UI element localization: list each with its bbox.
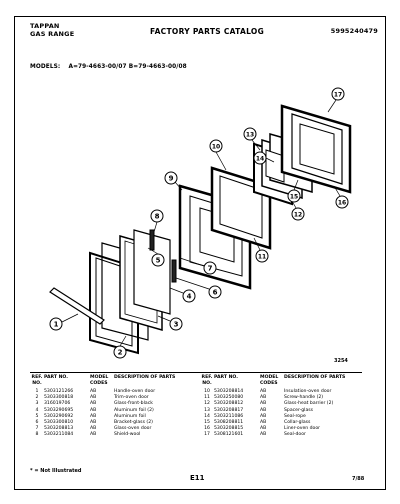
model-code: AB — [260, 407, 267, 413]
model-code: AB — [90, 420, 97, 426]
callout-17-label: 17 — [333, 91, 343, 99]
callout-1 — [50, 318, 62, 330]
callout-10-label: 10 — [211, 143, 221, 151]
callout-5 — [152, 254, 164, 266]
callout-7-label: 7 — [207, 264, 213, 273]
brand-name: TAPPAN — [30, 22, 60, 30]
part-desc: Seal-door — [284, 432, 306, 438]
callout-16 — [336, 196, 348, 208]
callout-17 — [332, 88, 344, 100]
ref-no: 12 — [204, 401, 210, 407]
callout-2 — [114, 346, 126, 358]
model-code: AB — [260, 389, 267, 394]
part-desc: Screw-handle (2) — [284, 395, 324, 401]
table-header-row — [200, 375, 362, 389]
part-desc: Bracket-glass (2) — [114, 420, 153, 426]
part-no: 5303211084 — [44, 432, 74, 438]
callout-15 — [288, 190, 300, 202]
catalog-number: 5995240479 — [330, 27, 378, 35]
product-type: GAS RANGE — [30, 30, 75, 38]
callout-6-label: 6 — [212, 288, 218, 297]
callout-1-label: 1 — [53, 320, 59, 329]
callout-12 — [292, 208, 304, 220]
model-code: AB — [260, 432, 267, 438]
parts-table-right — [200, 375, 362, 439]
header-ref: REF. NO. — [201, 375, 213, 386]
part-no: 5303208812 — [214, 401, 244, 407]
callout-5-label: 5 — [155, 256, 161, 265]
callout-8 — [151, 210, 163, 222]
revision-date: 7/88 — [352, 476, 365, 482]
callout-12-label: 12 — [293, 211, 303, 219]
callout-15-label: 15 — [289, 193, 299, 201]
part-desc: Aluminum foil — [114, 413, 146, 419]
part-desc: Liner-oven door — [284, 426, 321, 432]
ref-no: 4 — [35, 407, 39, 413]
model-code: AB — [90, 407, 97, 413]
model-code: AB — [90, 426, 97, 432]
callout-13 — [244, 128, 256, 140]
part-no: 5308208811 — [214, 420, 244, 426]
figure-number: 3254 — [334, 358, 348, 364]
header-ref: REF. NO. — [31, 375, 43, 386]
part-no: 5303208814 — [214, 389, 244, 394]
ref-no: 1 — [35, 389, 39, 394]
brand-block — [30, 22, 74, 38]
model-code: AB — [90, 395, 97, 401]
callout-11-label: 11 — [257, 253, 267, 261]
part-no: 5303300810 — [44, 420, 74, 426]
callout-11 — [256, 250, 268, 262]
part-no: 5303300818 — [44, 395, 74, 401]
part-desc: Handle-oven door — [114, 389, 156, 394]
part-desc: Trim-oven door — [114, 395, 149, 401]
model-code: AB — [260, 413, 267, 419]
part-no: 5303290695 — [44, 407, 74, 413]
part-desc: Aluminum foil (2) — [114, 407, 154, 413]
ref-no: 5 — [35, 413, 39, 419]
part-desc: Glass-front-black — [114, 401, 153, 407]
model-a: A=79-4663-00/07 — [68, 64, 127, 70]
part-desc: Spacer-glass — [284, 407, 314, 413]
ref-no: 7 — [35, 426, 39, 432]
model-code: AB — [260, 395, 267, 401]
model-code: AB — [260, 420, 267, 426]
models-line — [30, 64, 187, 70]
ref-no: 16 — [204, 426, 210, 432]
header-part: PART NO. — [44, 375, 68, 380]
part-no: 5303208815 — [214, 426, 244, 432]
part-desc: Shield-wool — [114, 432, 141, 438]
part-no: 5308121601 — [214, 432, 244, 438]
catalog-title: FACTORY PARTS CATALOG — [150, 27, 265, 36]
callout-13-label: 13 — [245, 131, 255, 139]
callout-3 — [170, 318, 182, 330]
ref-no: 10 — [204, 389, 210, 394]
ref-no: 11 — [204, 395, 210, 401]
ref-no: 2 — [35, 395, 39, 401]
callout-16-label: 16 — [337, 199, 347, 207]
part-no: 5303121266 — [44, 389, 74, 394]
models-label: MODELS: — [30, 64, 61, 70]
header-desc: DESCRIPTION OF PARTS — [284, 375, 346, 380]
callout-4 — [183, 290, 195, 302]
part-no: 316019706 — [44, 401, 71, 407]
model-code: AB — [260, 426, 267, 432]
header-part: PART NO. — [214, 375, 238, 380]
ref-no: 17 — [204, 432, 210, 438]
ref-no: 6 — [35, 420, 39, 426]
callout-7 — [204, 262, 216, 274]
callout-3-label: 3 — [173, 320, 179, 329]
exploded-door-diagram — [30, 78, 370, 370]
callout-8-label: 8 — [154, 212, 160, 221]
ref-no: 14 — [204, 413, 210, 419]
model-code: AB — [260, 401, 267, 407]
part-desc: Insulation-oven door — [284, 389, 332, 394]
ref-no: 15 — [204, 420, 210, 426]
part-no: 5303208817 — [214, 407, 244, 413]
table-row — [200, 432, 362, 438]
ref-no: 3 — [35, 401, 39, 407]
parts-table-left — [30, 375, 192, 439]
table-header-row — [30, 375, 192, 389]
ref-no: 8 — [35, 432, 39, 438]
ref-no: 13 — [204, 407, 210, 413]
callout-14 — [254, 152, 266, 164]
header-model: MODEL CODES — [90, 375, 109, 386]
model-b: B=79-4663-00/08 — [128, 64, 187, 70]
header-desc: DESCRIPTION OF PARTS — [114, 375, 176, 380]
callout-9-label: 9 — [168, 174, 174, 183]
callout-6 — [209, 286, 221, 298]
part-desc: Glass-heat barrier (2) — [284, 401, 334, 407]
part-no: 5303211086 — [214, 413, 244, 419]
model-code: AB — [90, 401, 97, 407]
part-desc: Glass-oven door — [114, 426, 152, 432]
model-code: AB — [90, 432, 97, 438]
part-no: 5303208813 — [44, 426, 74, 432]
callout-9 — [165, 172, 177, 184]
callout-10 — [210, 140, 222, 152]
callout-4-label: 4 — [186, 292, 192, 301]
page-label: E11 — [190, 474, 205, 482]
part-desc: Collar-glass — [284, 420, 311, 426]
table-row — [30, 432, 192, 438]
header-model: MODEL CODES — [260, 375, 279, 386]
callout-2-label: 2 — [117, 348, 123, 357]
table-separator — [30, 372, 362, 373]
part-no: 5303250080 — [214, 395, 244, 401]
model-code: AB — [90, 389, 97, 394]
footnote: * = Not Illustrated — [30, 468, 82, 474]
part-no: 5303290692 — [44, 413, 74, 419]
callout-14-label: 14 — [255, 155, 265, 163]
model-code: AB — [90, 413, 97, 419]
part-desc: Seal-rope — [284, 413, 306, 419]
